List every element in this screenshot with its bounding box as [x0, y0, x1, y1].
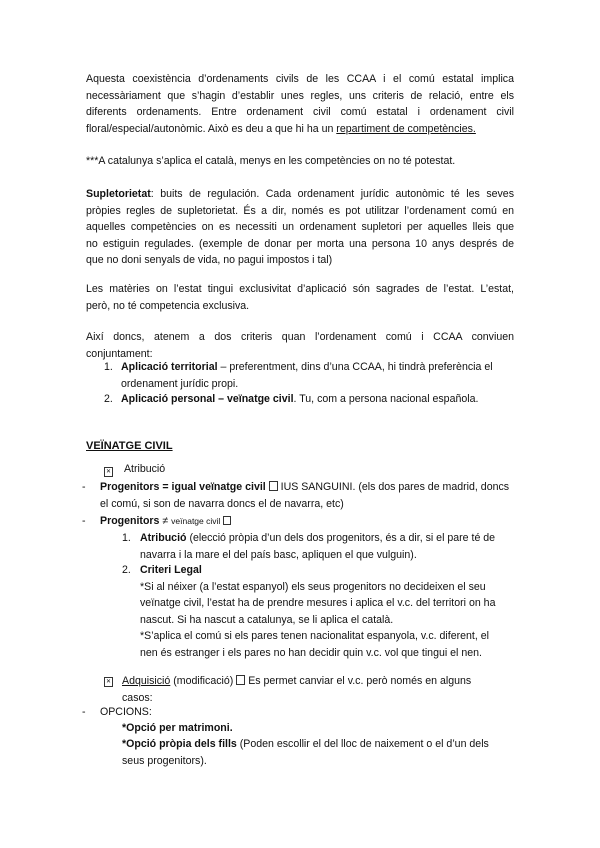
list-item: 1. Aplicació territorial – preferentment, dins d’una CCAA, hi tindrà preferència el ordenament jurídic propi.: [104, 361, 493, 390]
paragraph-criteris: Així doncs, atenem a dos criteris quan l’ordenament comú i CCAA conviuen conjuntament:: [86, 331, 514, 360]
arrow-icon: [236, 675, 245, 685]
checkbox-bullet-icon: ✕: [105, 679, 112, 685]
list-item: - Progenitors ≠ veïnatge civil: [82, 513, 514, 530]
list-item: ✕ Atribució: [105, 463, 166, 475]
paragraph-materies: Les matèries on l’estat tingui exclusivitat d’aplicació són sagrades de l’estat. L’estat, però, no té competencia exclusiva.: [86, 283, 514, 312]
underlined-text: repartiment de competències.: [336, 122, 476, 135]
arrow-icon: [223, 516, 231, 525]
list-item: - OPCIONS:: [82, 706, 152, 718]
list-item: ✕ Adquisició (modificació) Es permet canviar el v.c. però només en alguns casos:: [105, 675, 472, 704]
list-item: *Opció per matrimoni.: [122, 722, 233, 734]
list-item: 2. Aplicació personal – veïnatge civil. Tu, com a persona nacional española.: [104, 393, 479, 405]
paragraph-coexistencia: Aquesta coexistència d’ordenaments civils de les CCAA i el comú estatal implica necessàriament que s’hagin d’establir unes regles, uns criteris de relació, entre els diferents ordenaments. Entre ordenament civil comú estatal i ordenament civil floral/especial/autonòmic. Això es deu a que hi ha un repartiment de competències.: [86, 73, 514, 135]
list-item: *Opció pròpia dels fills (Poden escollir el del lloc de naixement o el d’un dels seus progenitors).: [122, 738, 489, 767]
list-item: 1. Atribució (elecció pròpia d’un dels dos progenitors, és a dir, si el pare té de navarra i la mare el del país basc, apliquen el que vulguin).: [122, 532, 496, 561]
paragraph-supletorietat: Supletorietat: buits de regulación. Cada ordenament jurídic autonòmic té les seves pròpies regles de supletorietat. És a dir, només es pot utilitzar l’ordenament comú en aquelles competències on es necessiti un ordenament supletori per aquelles lleis que no estiguin regulades. (exemple de donar per morta una persona 10 anys després de que no doni senyals de vida, no pagui impostos i tal): [86, 188, 514, 267]
checkbox-bullet-icon: ✕: [105, 469, 112, 475]
section-heading: VEÏNATGE CIVIL: [86, 440, 173, 452]
list-item: 2. Criteri Legal *Si al néixer (a l’estat espanyol) els seus progenitors no decideixen el seu veïnatge civil, l’estat ha de prendre mesures i aplica el v.c. del territori on ha nascut. Si ha nascut a catalunya, se li aplica el català. *S’aplica el comú si els pares tenen nacionalitat espanyola, v.c. diferent, el nen és estranger i els pares no han decidir quin v.c. vol que tingui el nen.: [122, 564, 496, 659]
list-item: - Progenitors = igual veïnatge civil IUS SANGUINI. (els dos pares de madrid, doncs el comú, si son de navarra doncs el de navarra, etc): [82, 481, 510, 510]
arrow-icon: [269, 481, 278, 491]
paragraph-catalunya: ***A catalunya s’aplica el català, menys en les competències on no té potestat.: [86, 155, 456, 167]
